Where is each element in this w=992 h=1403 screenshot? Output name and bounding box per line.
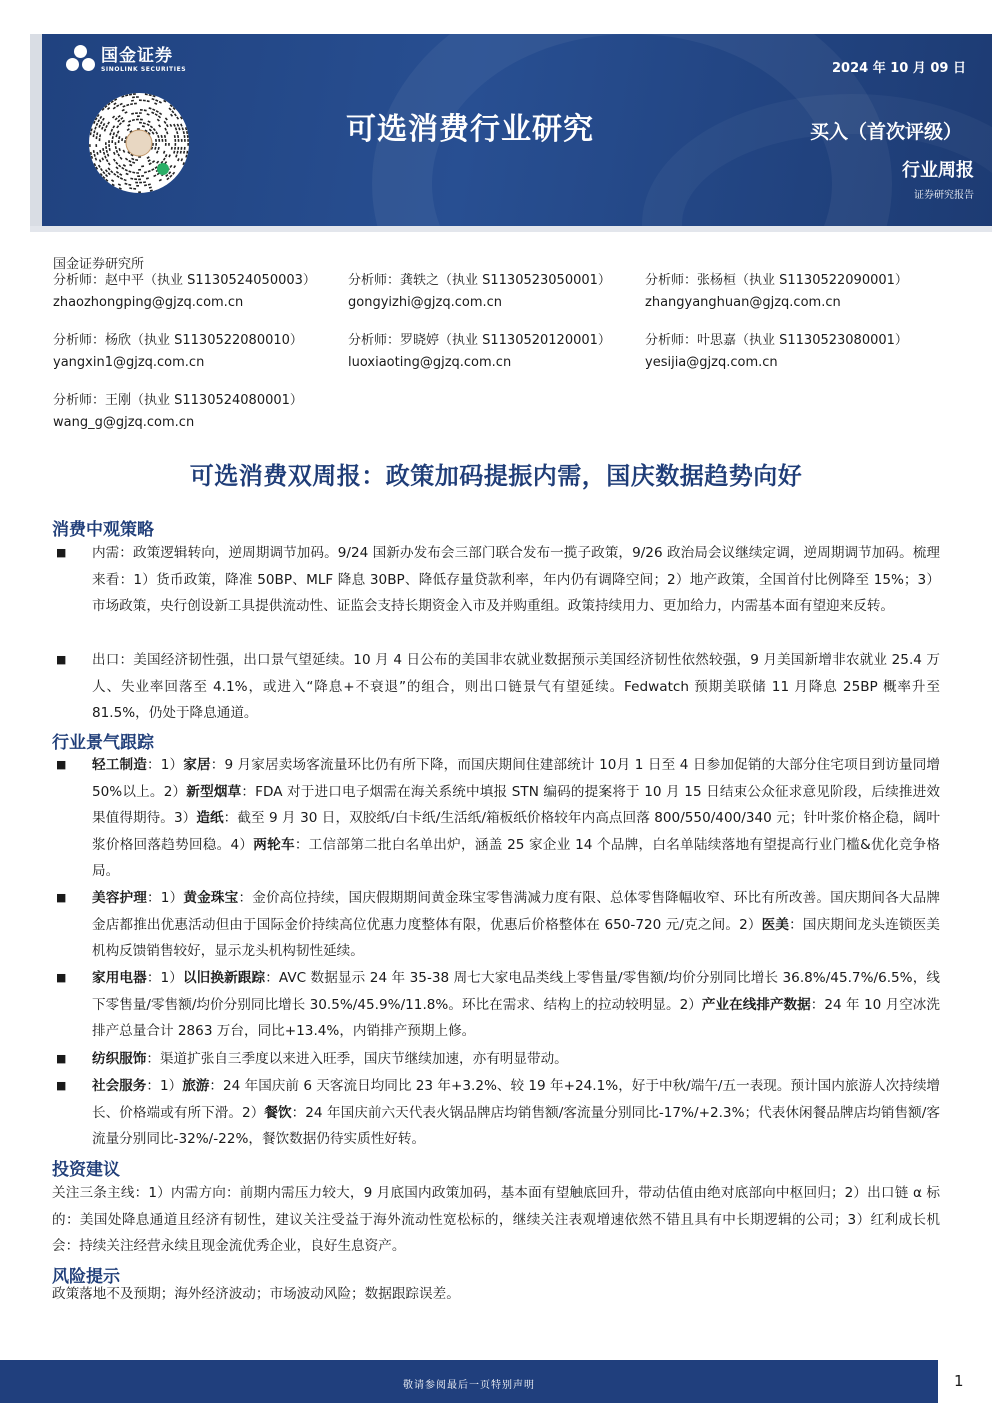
logo-name-en: SINOLINK SECURITIES (101, 65, 187, 73)
paragraph-export: 出口：美国经济韧性强，出口景气望延续。10 月 4 日公布的美国非农就业数据预示美国经济韧性依然较强，9 月美国新增非农就业 25.4 万人、失业率回落至 4.1%，或进入“降息+不衰退”的组合，则出口链景气有望延续。Fedwatch 预期美联储 11 月降息 25BP 概率升至 81.5%，仍处于降息通道。 (92, 652, 940, 721)
label-production: 产业在线排产数据 (701, 996, 811, 1013)
analyst-name: 分析师：杨欣（执业 S1130522080010） (53, 333, 303, 348)
label-ebike: 两轮车 (253, 836, 295, 853)
qr-code-icon[interactable] (89, 93, 189, 193)
footer-disclaimer[interactable]: 敬请参阅最后一页特别声明 (403, 1380, 535, 1391)
paragraph-appliances: 家用电器：1）以旧换新跟踪：AVC 数据显示 24 年 35-38 周七大家电品类线上零售量/零售额/均价分别同比增长 36.8%/45.7%/6.5%，线下零售量/零售额/均价分别同比增长 30.5%/45.9%/11.8%。环比在需求、结构上的拉动较明显。2）产业在线排产数据：24 年 10 月空冰洗排产总量合计 2863 万台，同比+13.4%，内销排产预期上修。 (92, 970, 941, 1039)
label-travel: 旅游 (182, 1078, 210, 1094)
analyst-email[interactable]: zhaozhongping@gjzq.com.cn (53, 295, 244, 310)
bullet-icon: ■ (56, 653, 67, 666)
analyst-email[interactable]: zhangyanghuan@gjzq.com.cn (645, 295, 841, 310)
paragraph-light-industry: 轻工制造：1）家居：9 月家居卖场客流量环比仍有所下降，而国庆期间住建部统计 10月 1 日至 4 日参加促销的大部分住宅项目到访量同增 50%以上。2）新型烟草：FDA 对于进口电子烟需在海关系统中填报 STN 编码的提案将于 10 月 15 日结束公众征求意见阶段，后续推进效果值得期待。3）造纸：截至 9 月 30 日，双胶纸/白卡纸/生活纸/箱板纸价格较年内高点回落 800/550/400/340 元；针叶浆价格企稳，阔叶浆价格回落趋势回稳。4）两轮车：工信部第二批白名单出炉，涵盖 25 家企业 14 个品牌，白名单陆续落地有望提高行业门槛&优化竞争格局。 (92, 757, 941, 879)
logo-icon (66, 45, 96, 75)
analyst-name: 分析师：叶思嘉（执业 S1130523080001） (645, 333, 908, 348)
label-beauty: 美容护理 (92, 890, 148, 906)
paragraph-social-services: 社会服务：1）旅游：24 年国庆前 6 天客流日均同比 23 年+3.2%、较 19 年+24.1%，好于中秋/端午/五一表现。预计国内旅游人次持续增长、价格端或有所下滑。2）餐饮：24 年国庆前六天代表火锅品牌店均销售额/客流量分别同比-17%/+2.3%；代表休闲餐品牌店均销售额/客流量分别同比-32%/-22%，餐饮数据仍待实质性好转。 (92, 1078, 941, 1147)
analyst-name: 分析师：赵中平（执业 S1130524050003） (53, 273, 316, 288)
analyst-email[interactable]: yangxin1@gjzq.com.cn (53, 355, 205, 370)
paragraph-beauty: 美容护理：1）黄金珠宝：金价高位持续，国庆假期期间黄金珠宝零售满减力度有限、总体零售降幅收窄、环比有所改善。国庆期间各大品牌金店都推出优惠活动但由于国际金价持续高位优惠力度整体有限，优惠后价格整体在 650-720 元/克之间。2）医美：国庆期间龙头连锁医美机构反馈销售较好，显示龙头机构韧性延续。 (92, 890, 941, 959)
analyst-block (645, 270, 908, 314)
bullet-icon: ■ (56, 758, 67, 771)
banner-shadow (30, 226, 992, 232)
analyst-email[interactable]: wang_g@gjzq.com.cn (53, 415, 195, 430)
section-title-advice: 投资建议 (52, 1160, 120, 1180)
paragraph-advice: 关注三条主线：1）内需方向：前期内需压力较大，9 月底国内政策加码，基本面有望触底回升，带动估值由绝对底部向中枢回归；2）出口链 α 标的：美国处降息通道且经济有韧性，建议关注受益于海外流动性宽松标的，继续关注表观增速依然不错且具有中长期逻辑的公司；3）红利成长机会：持续关注经营永续且现金流优秀企业，良好生息资产。 (52, 1185, 940, 1254)
label-home: 家居 (183, 757, 211, 773)
page-number: 1 (954, 1372, 964, 1390)
analyst-email[interactable]: luoxiaoting@gjzq.com.cn (348, 355, 512, 370)
section-title-risk: 风险提示 (52, 1267, 120, 1287)
report-date: 2024 年 10 月 09 日 (832, 61, 966, 76)
banner-edge (30, 34, 42, 232)
company-logo (66, 45, 186, 75)
paragraph-domestic-demand: 内需：政策逻辑转向，逆周期调节加码。9/24 国新办发布会三部门联合发布一揽子政策，9/26 政治局会议继续定调，逆周期调节加码。梳理来看：1）货币政策，降准 50BP、MLF 降息 30BP、降低存量贷款利率，年内仍有调降空间；2）地产政策，全国首付比例降至 15%；3）市场政策，央行创设新工具提供流动性、证监会支持长期资金入市及并购重组。政策持续用力、更加给力，内需基本面有望迎来反转。 (92, 545, 940, 614)
analyst-block (53, 390, 303, 434)
label-appliances: 家用电器 (92, 970, 147, 986)
paragraph-textile: 纺织服饰：渠道扩张自三季度以来进入旺季，国庆节继续加速，亦有明显带动。 (92, 1051, 568, 1067)
analyst-block (53, 270, 316, 314)
bullet-icon: ■ (56, 546, 67, 559)
label-tradein: 以旧换新跟踪 (182, 970, 266, 986)
section-title-industry: 行业景气跟踪 (52, 733, 154, 753)
label-paper: 造纸 (196, 810, 224, 826)
analyst-name: 分析师：王刚（执业 S1130524080001） (53, 393, 303, 408)
institute-name: 国金证券研究所 (53, 257, 145, 272)
report-type: 行业周报 (902, 160, 974, 181)
analyst-block (348, 270, 611, 314)
analyst-block (645, 330, 908, 374)
label-light-industry: 轻工制造 (92, 757, 147, 773)
bullet-icon: ■ (56, 1052, 67, 1065)
report-title: 可选消费行业研究 (346, 112, 594, 147)
label-medbeauty: 医美 (761, 916, 790, 933)
analyst-name: 分析师：罗晓婷（执业 S1130520120001） (348, 333, 611, 348)
analyst-name: 分析师：龚轶之（执业 S1130523050001） (348, 273, 611, 288)
label-gold: 黄金珠宝 (183, 890, 239, 906)
bullet-icon: ■ (56, 1079, 67, 1092)
bullet-icon: ■ (56, 971, 67, 984)
logo-name-cn: 国金证券 (101, 45, 173, 66)
paragraph-risk: 政策落地不及预期；海外经济波动；市场波动风险；数据跟踪误差。 (52, 1286, 460, 1302)
label-dining: 餐饮 (264, 1104, 292, 1121)
label-vape: 新型烟草 (186, 783, 242, 800)
section-title-macro: 消费中观策略 (52, 520, 154, 540)
analyst-block (348, 330, 611, 374)
label-social: 社会服务 (92, 1078, 147, 1094)
analyst-block (53, 330, 303, 374)
analyst-email[interactable]: yesijia@gjzq.com.cn (645, 355, 778, 370)
rating-badge: 买入（首次评级） (809, 121, 962, 143)
analyst-email[interactable]: gongyizhi@gjzq.com.cn (348, 295, 503, 310)
bullet-icon: ■ (56, 891, 67, 904)
report-subtitle: 证券研究报告 (914, 190, 974, 201)
report-headline: 可选消费双周报：政策加码提振内需，国庆数据趋势向好 (189, 462, 803, 490)
analyst-name: 分析师：张杨桓（执业 S1130522090001） (645, 273, 908, 288)
label-textile: 纺织服饰 (92, 1051, 147, 1067)
